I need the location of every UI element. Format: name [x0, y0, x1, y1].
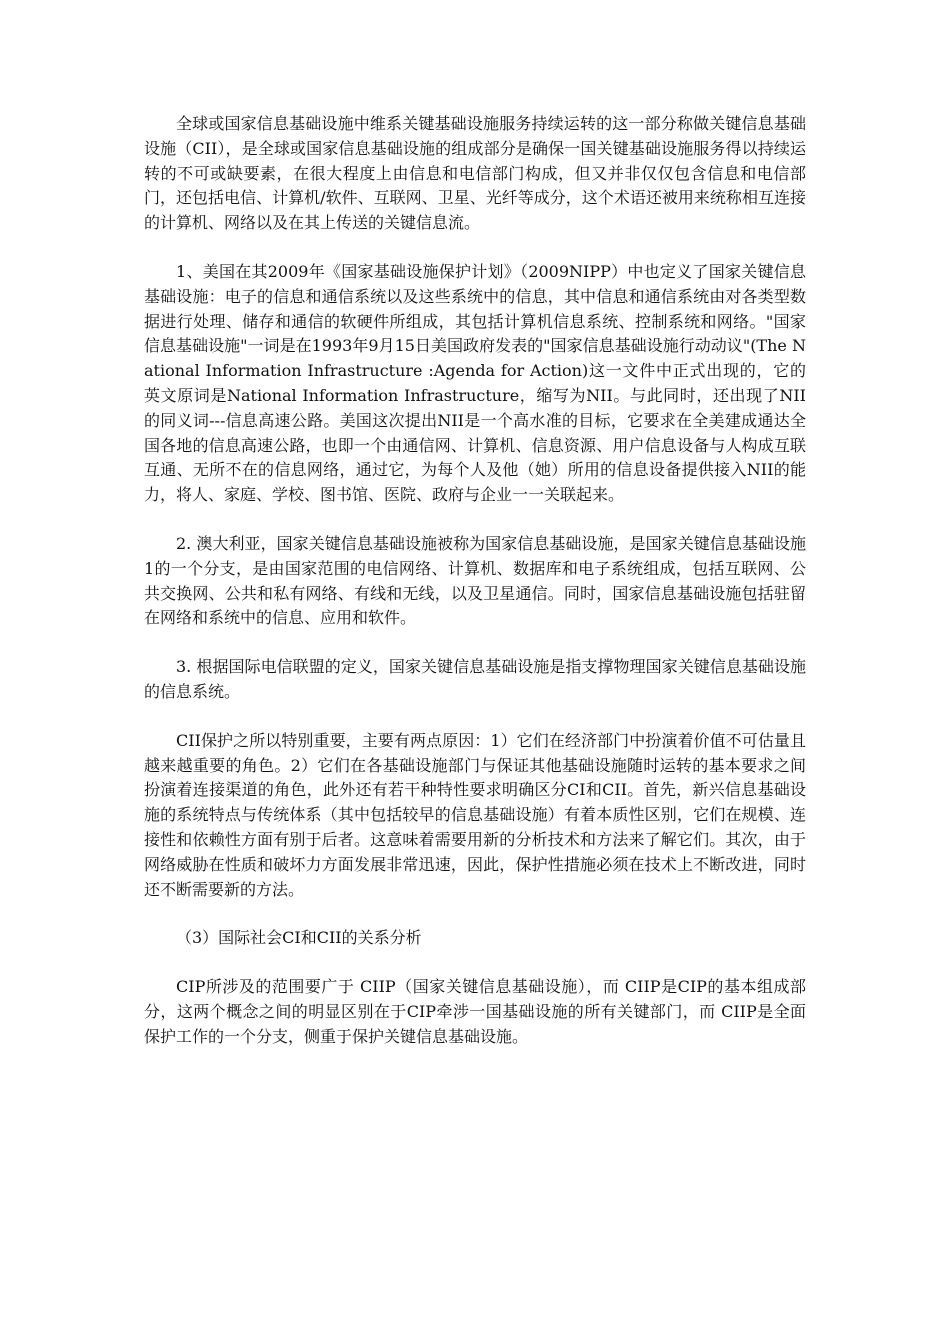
- paragraph-cip-ciip: CIP所涉及的范围要广于 CIIP（国家关键信息基础设施），而 CIIP是CIP的基本组成部分，这两个概念之间的明显区别在于CIP牵涉一国基础设施的所有关键部门，而 CIIP是全面保护工作的一个分支，侧重于保护关键信息基础设施。: [144, 977, 806, 1046]
- paragraph-cii-definition: 全球或国家信息基础设施中维系关键基础设施服务持续运转的这一部分称做关键信息基础设施（CII），是全球或国家信息基础设施的组成部分是确保一国关键基础设施服务得以持续运转的不可或缺要素，在很大程度上由信息和电信部门构成，但又并非仅仅包含信息和电信部门，还包括电信、计算机/软件、互联网、卫星、光纤等成分，这个术语还被用来统称相互连接的计算机、网络以及在其上传送的关键信息流。: [144, 114, 806, 233]
- section-heading-ci-cii-relation: （3）国际社会CI和CII的关系分析: [176, 928, 422, 948]
- document-body: [144, 112, 806, 1074]
- paragraph-itu: 3. 根据国际电信联盟的定义，国家关键信息基础设施是指支撑物理国家关键信息基础设施的信息系统。: [144, 657, 806, 701]
- paragraph-australia: 2. 澳大利亚，国家关键信息基础设施被称为国家信息基础设施，是国家关键信息基础设施1的一个分支，是由国家范围的电信网络、计算机、数据库和电子系统组成，包括互联网、公共交换网、公共和私有网络、有线和无线，以及卫星通信。同时，国家信息基础设施包括驻留在网络和系统中的信息、应用和软件。: [144, 533, 806, 628]
- paragraph-us-nipp: 1、美国在其2009年《国家基础设施保护计划》（2009NIPP）中也定义了国家关键信息基础设施：电子的信息和通信系统以及这些系统中的信息，其中信息和通信系统由对各类型数据进行处理、储存和通信的软硬件所组成，其包括计算机信息系统、控制系统和网络。"国家信息基础设施"一词是在1993年9月15日美国政府发表的"国家信息基础设施行动动议"(The National Information Infrastructure :Agenda for Action)这一文件中正式出现的，它的英文原词是National Information Infrastructure，缩写为NII。与此同时，还出现了NII的同义词---信息高速公路。美国这次提出NII是一个高水准的目标，它要求在全美建成通达全国各地的信息高速公路，也即一个由通信网、计算机、信息资源、用户信息设备与人构成互联互通、无所不在的信息网络，通过它，为每个人及他（她）所用的信息设备提供接入NII的能力，将人、家庭、学校、图书馆、医院、政府与企业一一关联起来。: [144, 261, 806, 505]
- paragraph-cii-importance: CII保护之所以特别重要，主要有两点原因：1）它们在经济部门中扮演着价值不可估量且越来越重要的角色。2）它们在各基础设施部门与保证其他基础设施随时运转的基本要求之间扮演着连接渠道的角色，此外还有若干种特性要求明确区分CI和CII。首先，新兴信息基础设施的系统特点与传统体系（其中包括较早的信息基础设施）有着本质性区别，它们在规模、连接性和依赖性方面有别于后者。这意味着需要用新的分析技术和方法来了解它们。其次，由于网络威胁在性质和破坏力方面发展非常迅速，因此，保护性措施必须在技术上不断改进，同时还不断需要新的方法。: [144, 730, 806, 899]
